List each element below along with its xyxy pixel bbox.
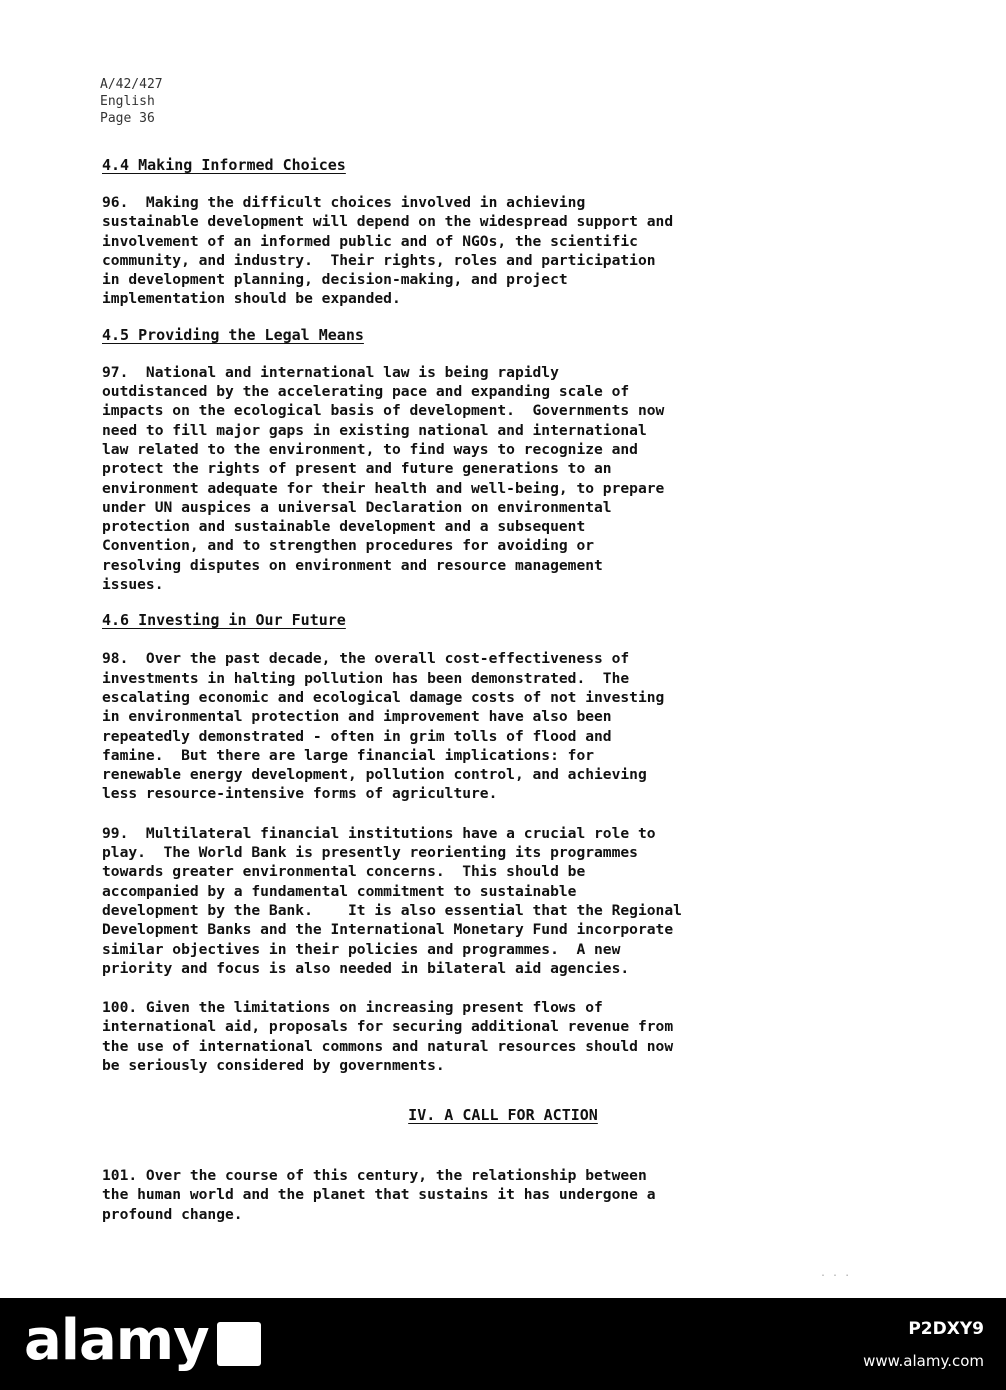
paragraph-97: 97. National and international law is being rapidly outdistanced by the accelerating pace and expanding scale of impacts on the ecological basis of development. Governments now need to fill major gaps in existing national and international law related to the environment, to find ways to recognize and protect the rights of present and future generations to an environment adequate for their health and well-being, to prepare under UN auspices a universal Declaration on environmental protection and sustainable development and a subsequent Convention, and to strengthen procedures for avoiding or resolving disputes on environment and resource management issues. <box>102 363 665 594</box>
paragraph-100: 100. Given the limitations on increasing present flows of international aid, proposals for securing additional revenue from the use of international commons and natural resources should now be seriously considered by governments. <box>102 999 674 1074</box>
section-heading: 4.6 Investing in Our Future <box>102 611 346 630</box>
alamy-logo-icon <box>217 1322 261 1366</box>
paragraph-101: 101. Over the course of this century, the relationship between the human world and the planet that sustains it has undergone a profound change. <box>102 1167 656 1223</box>
section-heading: 4.4 Making Informed Choices <box>102 156 346 174</box>
paragraph-99: 99. Multilateral financial institutions have a crucial role to play. The World Bank is presently reorienting its programmes towards greater environmental concerns. This should be accompanied by a fundamental commitment to sustainable development by the Bank. It is also essential that the Regional Development Banks and the International Monetary Fund incorporate similar objectives in their policies and programmes. A new priority and focus is also needed in bilateral aid agencies. <box>102 824 682 977</box>
section-heading: 4.5 Providing the Legal Means <box>102 325 364 344</box>
call-for-action-heading: IV. A CALL FOR ACTION <box>408 1106 598 1124</box>
image-code: P2DXY9 <box>908 1319 984 1339</box>
document-header <box>100 76 163 127</box>
final-section <box>102 1166 882 1224</box>
page-number: Page 36 <box>100 111 155 126</box>
document-language: English <box>100 94 155 109</box>
document-symbol: A/42/427 <box>100 77 163 92</box>
watermark-bar <box>0 1298 1006 1390</box>
scan-speck: . . . <box>820 1268 851 1279</box>
logo-text: alamy <box>24 1308 209 1373</box>
document-body <box>102 156 882 1075</box>
site-url: www.alamy.com <box>863 1352 984 1370</box>
paragraph-96: 96. Making the difficult choices involved in achieving sustainable development will depend on the widespread support and involvement of an informed public and of NGOs, the scientific community, and industry. Their rights, roles and participation in development planning, decision-making, and project implementation should be expanded. <box>102 194 674 308</box>
alamy-logo <box>24 1308 261 1373</box>
paragraph-98: 98. Over the past decade, the overall cost-effectiveness of investments in halting pollution has been demonstrated. The escalating economic and ecological damage costs of not investing in environmental protection and improvement have also been repeatedly demonstrated - often in grim tolls of flood and famine. But there are large financial implications: for renewable energy development, pollution control, and achieving less resource-intensive forms of agriculture. <box>102 650 665 803</box>
